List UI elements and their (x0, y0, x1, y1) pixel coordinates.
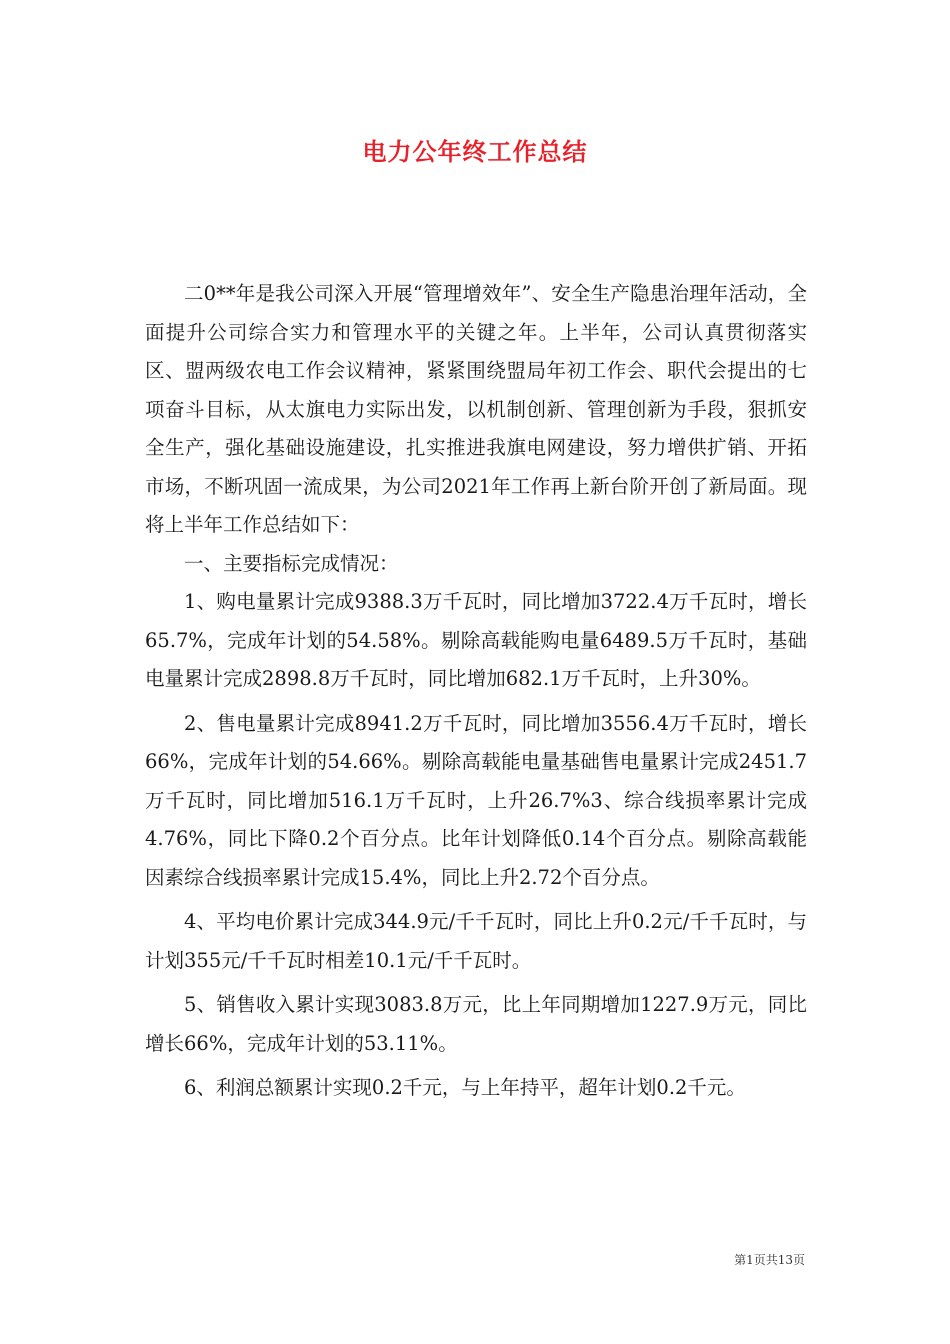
paragraph-item-2: 2、售电量累计完成8941.2万千瓦时，同比增加3556.4万千瓦时，增长66%，完成年计划的54.66%。剔除高载能电量基础售电量累计完成2451.7万千瓦时，同比增加516.1万千瓦时，上升26.7%3、综合线损率累计完成4.76%，同比下降0.2个百分点。比年计划降低0.14个百分点。剔除高载能因素综合线损率累计完成15.4%，同比上升2.72个百分点。 (145, 711, 807, 889)
document-title: 电力公年终工作总结 (362, 137, 588, 166)
paragraph-item-1: 1、购电量累计完成9388.3万千瓦时，同比增加3722.4万千瓦时，增长65.7%，完成年计划的54.58%。剔除高载能购电量6489.5万千瓦时，基础电量累计完成2898.8万千瓦时，同比增加682.1万千瓦时，上升30%。 (145, 590, 807, 690)
paragraph-section-heading: 一、主要指标完成情况： (184, 551, 399, 575)
paragraph-item-6: 6、利润总额累计实现0.2千元，与上年持平，超年计划0.2千元。 (184, 1076, 746, 1099)
page-number-footer: 第1页共13页 (734, 1253, 805, 1267)
document-body (145, 275, 807, 1108)
paragraph-intro: 二0**年是我公司深入开展“管理增效年”、安全生产隐患治理年活动，全面提升公司综合实力和管理水平的关键之年。上半年，公司认真贯彻落实区、盟两级农电工作会议精神，紧紧围绕盟局年初工作会、职代会提出的七项奋斗目标，从太旗电力实际出发，以机制创新、管理创新为手段，狠抓安全生产，强化基础设施建设，扎实推进我旗电网建设，努力增供扩销、开拓市场，不断巩固一流成果，为公司2021年工作再上新台阶开创了新局面。现将上半年工作总结如下： (145, 282, 807, 536)
paragraph-item-5: 5、销售收入累计实现3083.8万元，比上年同期增加1227.9万元，同比增长66%，完成年计划的53.11%。 (145, 993, 807, 1055)
paragraph-item-4: 4、平均电价累计完成344.9元/千千瓦时，同比上升0.2元/千千瓦时，与计划355元/千千瓦时相差10.1元/千千瓦时。 (145, 910, 807, 972)
